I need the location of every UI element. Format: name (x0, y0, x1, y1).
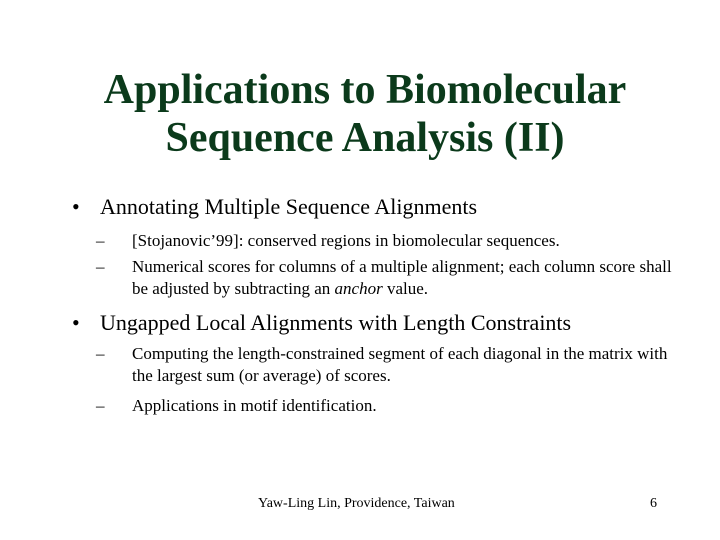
sub-bullet-text-post: value. (386, 279, 429, 298)
bullet-marker: • (72, 310, 80, 335)
slide-title (0, 66, 720, 162)
bullet-label: Ungapped Local Alignments with Length Constraints (100, 310, 572, 335)
dash-marker: – (96, 257, 105, 276)
bullet-label: Annotating Multiple Sequence Alignments (100, 194, 478, 219)
dash-marker: – (96, 231, 105, 250)
bullet-marker: • (72, 194, 80, 219)
footer-author: Yaw-Ling Lin, Providence, Taiwan (258, 496, 455, 511)
bullet-ungapped (72, 310, 571, 336)
sub-bullet-text-pre: Numerical scores for columns of a multiple alignment; each column score shall be adjusted by subtracting an (132, 257, 672, 298)
anchor-emphasis: anchor (334, 279, 383, 298)
sub-bullet-computing (96, 343, 676, 387)
sub-bullet-text: Computing the length-constrained segment of each diagonal in the matrix with the largest sum (or average) of scores. (132, 344, 668, 385)
sub-bullet-text (96, 256, 676, 300)
sub-bullet-stojanovic (96, 230, 676, 252)
page-number: 6 (650, 496, 657, 511)
bullet-annotating (72, 194, 477, 220)
title-line-1: Applications to Biomolecular (103, 67, 627, 113)
title-line-2: Sequence Analysis (II) (165, 115, 565, 161)
sub-bullet-text: [Stojanovic’99]: conserved regions in biomolecular sequences. (132, 231, 560, 250)
dash-marker: – (96, 344, 105, 363)
sub-bullet-motif (96, 395, 676, 417)
dash-marker: – (96, 396, 105, 415)
sub-bullet-text: Applications in motif identification. (132, 396, 377, 415)
sub-bullet-numerical-scores (96, 256, 676, 300)
